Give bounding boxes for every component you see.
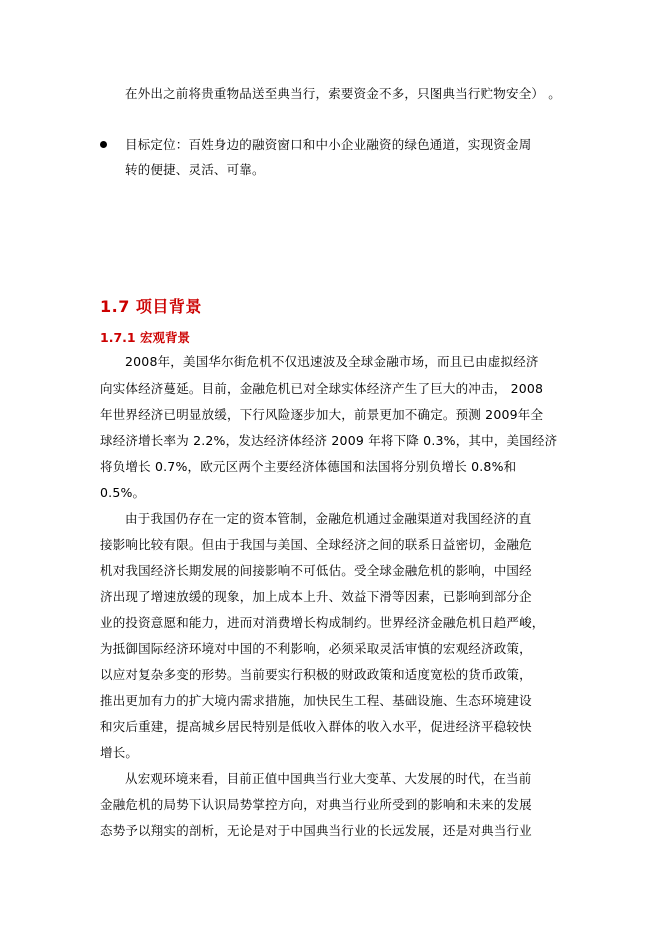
paragraph-line: 2008年，美国华尔街危机不仅迅速波及全球金融市场，而且已由虚拟经济 (125, 354, 539, 369)
paragraph-line: 业的投资意愿和能力，进而对消费增长构成制约。世界经济金融危机日趋严峻， (100, 615, 545, 630)
paragraph-line: 机对我国经济长期发展的间接影响不可低估。受全球金融危机的影响，中国经 (100, 563, 532, 578)
paragraph-line: 和灾后重建，提高城乡居民特别是低收入群体的收入水平，促进经济平稳较快 (100, 719, 532, 734)
paragraph-line: 球经济增长率为 2.2%，发达经济体经济 2009 年将下降 0.3%，其中，美国经济 (100, 433, 558, 448)
paragraph-line: 将负增长 0.7%，欧元区两个主要经济体德国和法国将分别负增长 0.8%和 (100, 459, 517, 474)
paragraph-line: 从宏观环境来看，目前正值中国典当行业大变革、大发展的时代，在当前 (125, 771, 532, 786)
paragraph-line: 推出更加有力的扩大境内需求措施，加快民生工程、基础设施、生态环境建设 (100, 693, 532, 708)
paragraph-line: 以应对复杂多变的形势。当前要实行积极的财政政策和适度宽松的货币政策， (100, 667, 532, 682)
paragraph-line: 增长。 (100, 745, 139, 760)
paragraph-line: 向实体经济蔓延。目前，金融危机已对全球实体经济产生了巨大的冲击， 2008 (100, 381, 544, 396)
bullet-text-line-2: 转的便捷、灵活、可靠。 (125, 162, 265, 177)
paragraph-line: 为抵御国际经济环境对中国的不利影响，必须采取灵活审慎的宏观经济政策， (100, 641, 532, 656)
text-line: 在外出之前将贵重物品送至典当行，索要资金不多，只图典当行贮物安全） 。 (125, 86, 561, 101)
subsection-heading: 1.7.1 宏观背景 (100, 330, 190, 345)
paragraph-line: 0.5%。 (100, 485, 146, 500)
paragraph-line: 金融危机的局势下认识局势掌控方向，对典当行业所受到的影响和未来的发展 (100, 797, 532, 812)
paragraph-line: 济出现了增速放缓的现象，加上成本上升、效益下滑等因素，已影响到部分企 (100, 589, 532, 604)
bullet-text-line-1: 目标定位：百姓身边的融资窗口和中小企业融资的绿色通道，实现资金周 (125, 137, 532, 152)
paragraph-line: 年世界经济已明显放缓，下行风险逐步加大，前景更加不确定。预测 2009年全 (100, 407, 544, 422)
section-heading: 1.7 项目背景 (100, 297, 202, 316)
paragraph-line: 由于我国仍存在一定的资本管制，金融危机通过金融渠道对我国经济的直 (125, 511, 532, 526)
bullet-dot-icon (100, 141, 107, 148)
paragraph-line: 接影响比较有限。但由于我国与美国、全球经济之间的联系日益密切，金融危 (100, 537, 532, 552)
paragraph-line: 态势予以翔实的剖析，无论是对于中国典当行业的长远发展，还是对典当行业 (100, 823, 532, 838)
